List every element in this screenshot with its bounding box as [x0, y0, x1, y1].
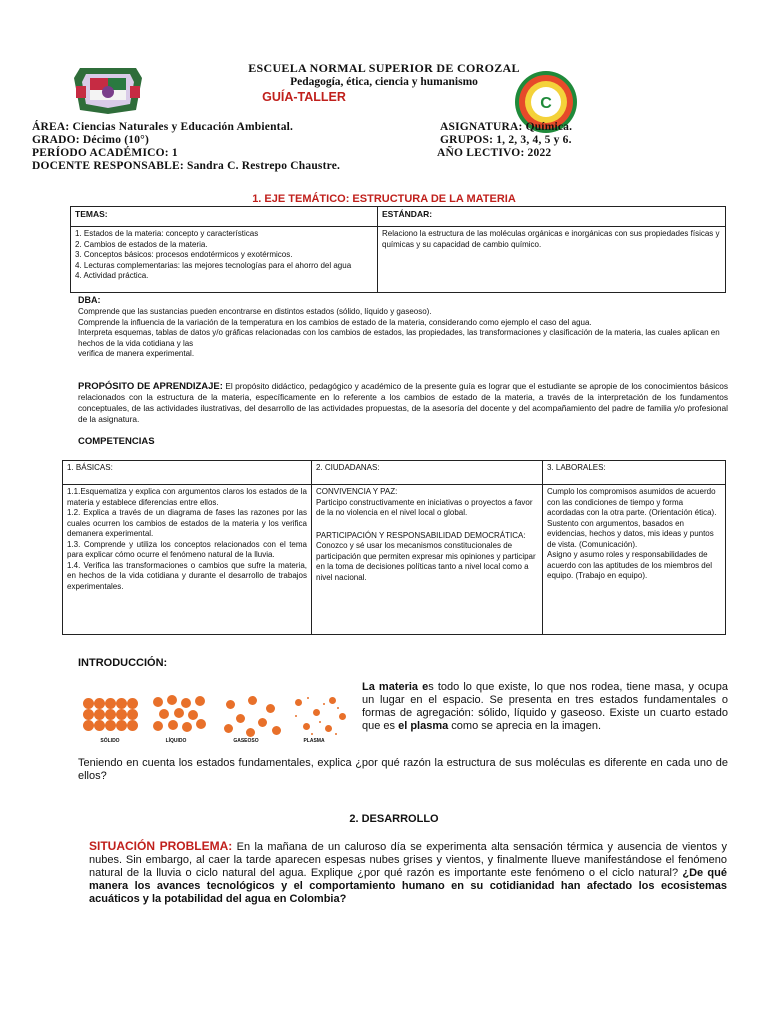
proposito: [78, 381, 728, 425]
intro-text-1: s todo lo que existe, lo que nos rodea, tiene masa, y ocupa un lugar en el espacio. Se presenta en tres estados fundamentales o formas de agregación: sólido, líquido y gaseoso. Existe un cuarto estado que es: [362, 681, 728, 732]
ciudadana-heading: CONVIVENCIA Y PAZ:: [316, 487, 398, 496]
dba-line: verifica de manera experimental.: [78, 349, 195, 358]
gas-particle: [224, 724, 233, 733]
liquid-particle: [188, 710, 198, 720]
situacion-label: SITUACIÓN PROBLEMA:: [89, 839, 233, 853]
situacion-text: En la mañana de un caluroso día se experimenta alta sensación térmica y ausencia de vientos y nubes. Sin embargo, al caer la tarde aparecen espesas nubes grises y vientos, y finalmente llueve manifestándose el fenómeno natural de la lluvia o ciclo natural del agua. Explique ¿por qué razón es importante este fenómeno o el ciclo natural?: [89, 841, 727, 879]
plasma-particle: [313, 709, 320, 716]
intro-paragraph: [362, 681, 728, 733]
svg-text:C: C: [540, 95, 552, 112]
liquid-particle: [159, 709, 169, 719]
basica-item: 1.2. Explica a través de un diagrama de fases las razones por las cuales ocurren los cambios de estados de la materia y los verifica demanera experimental.: [67, 508, 307, 538]
tema-item: 4. Actividad práctica.: [75, 271, 149, 280]
liquid-particle: [153, 697, 163, 707]
estandar-header: ESTÁNDAR:: [378, 207, 726, 227]
liquid-particle: [167, 695, 177, 705]
state-label-gaseoso: GASEOSO: [233, 738, 259, 744]
school-motto: Pedagogía, ética, ciencia y humanismo: [290, 76, 478, 88]
situacion-question: ¿De qué manera los avances tecnológicos y el comportamiento humano en su cotidianidad han afectado los ecosistemas acuáticos y la potabilidad del agua en Colombia?: [89, 867, 727, 905]
solid-particle: [127, 698, 138, 709]
anio-lectivo: AÑO LECTIVO: 2022: [437, 147, 552, 159]
basicas-cell: [63, 485, 312, 635]
plasma-ion: [335, 733, 338, 736]
solid-particle: [83, 709, 94, 720]
temas-header: TEMAS:: [71, 207, 378, 227]
plasma-ion: [307, 697, 310, 700]
proposito-label: PROPÓSITO DE APRENDIZAJE:: [78, 381, 223, 392]
liquid-particle: [181, 698, 191, 708]
solid-particle: [83, 698, 94, 709]
liquid-particle: [153, 721, 163, 731]
ciudadana-text: Conozco y sé usar los mecanismos constitucionales de participación que permiten expresar mis opiniones y participar en la toma de decisiones políticas tanto a nivel local como a nivel nacional.: [316, 541, 536, 582]
gas-particle: [236, 714, 245, 723]
temas-cell: [71, 227, 378, 293]
solid-particle: [105, 720, 116, 731]
asignatura: ASIGNATURA: Química.: [440, 121, 573, 133]
laboral-item: Cumplo los compromisos asumidos de acuerdo con las condiciones de tiempo y forma acordadas con la otra parte. (Orientación ética).: [547, 487, 717, 517]
states-of-matter-image: [80, 690, 350, 746]
plasma-particle: [295, 699, 302, 706]
plasma-particle: [339, 713, 346, 720]
plasma-ion: [323, 703, 326, 706]
intro-question: Teniendo en cuenta los estados fundamentales, explica ¿por qué razón la estructura de sus moléculas es diferente en cada uno de ellos?: [78, 757, 728, 782]
area: ÁREA: Ciencias Naturales y Educación Ambiental.: [32, 121, 294, 133]
state-label-solido: SÓLIDO: [100, 738, 120, 744]
gas-particle: [258, 718, 267, 727]
solid-particle: [94, 698, 105, 709]
desarrollo-title: 2. DESARROLLO: [349, 813, 439, 825]
introduccion-title: INTRODUCCIÓN:: [78, 657, 168, 669]
eje-table: [70, 206, 726, 293]
solid-particle: [94, 709, 105, 720]
docente: DOCENTE RESPONSABLE: Sandra C. Restrepo Chaustre.: [32, 160, 341, 172]
eje-title: 1. EJE TEMÁTICO: ESTRUCTURA DE LA MATERIA: [252, 193, 516, 205]
basica-item: 1.4. Verifica las transformaciones o cambios que sufre la materia, en hechos de la vida cotidiana y durante el desarrollo de trabajos experimentales.: [67, 560, 307, 591]
intro-text-2: como se aprecia en la imagen.: [448, 720, 602, 732]
tema-item: 2. Cambios de estados de la materia.: [75, 239, 208, 249]
solid-particle: [127, 720, 138, 731]
plasma-ion: [319, 721, 322, 724]
liquid-particle: [182, 722, 192, 732]
situacion-problema: [89, 840, 727, 906]
competencias-title: COMPETENCIAS: [78, 436, 155, 447]
grado: GRADO: Décimo (10°): [32, 134, 149, 146]
plasma-ion: [337, 707, 340, 710]
liquid-particle: [168, 720, 178, 730]
solid-particle: [127, 709, 138, 720]
laboral-item: Asigno y asumo roles y responsabilidades de acuerdo con las aptitudes de los miembros del equipo. (Trabajo en equipo).: [547, 550, 712, 580]
state-label-liquido: LÍQUIDO: [165, 738, 187, 744]
gas-particle: [226, 700, 235, 709]
plasma-ion: [295, 715, 298, 718]
solid-particle: [116, 698, 127, 709]
ciudadanas-header: 2. CIUDADANAS:: [312, 461, 543, 485]
estandar-cell: Relaciono la estructura de las moléculas orgánicas e inorgánicas con sus propiedades físicas y químicas y su capacidad de cambio químico.: [378, 227, 726, 293]
plasma-particle: [303, 723, 310, 730]
basica-item: 1.3. Comprende y utiliza los conceptos relacionados con el tema para explicar cómo ocurre el fenómeno natural de la lluvia.: [67, 539, 307, 559]
dba-line: Comprende que las sustancias pueden encontrarse en distintos estados (sólido, líquido y gaseoso).: [78, 307, 432, 316]
ciudadana-text: Participo constructivamente en iniciativas o proyectos a favor de la no violencia en el nivel local o global.: [316, 497, 533, 517]
proposito-text: El propósito didáctico, pedagógico y académico de la presente guía es lograr que el estudiante se apropie de los conocimientos básicos relacionados con la estructura de la materia, específicamente en lo referente a los cambios de estado de la materia, a través de la interpretación de los fundamentos conceptuales, de las actividades ilustrativas, del desarrollo de las actividades propuestas, de la asesoría del docente y del acompañamiento del padre de familia y/o profesional de la asignatura.: [78, 381, 728, 424]
tema-item: 3. Conceptos básicos: procesos endotérmicos y exotérmicos.: [75, 250, 293, 259]
dba-list: [78, 307, 726, 360]
gas-particle: [246, 728, 255, 737]
gas-particle: [272, 726, 281, 735]
ciudadana-heading: PARTICIPACIÓN Y RESPONSABILIDAD DEMOCRÁTICA:: [316, 530, 526, 540]
solid-particle: [83, 720, 94, 731]
gas-particle: [266, 704, 275, 713]
solid-particle: [105, 698, 116, 709]
gas-particle: [248, 696, 257, 705]
doc-type: GUÍA-TALLER: [262, 90, 346, 104]
tema-item: 1. Estados de la materia: concepto y características: [75, 229, 259, 238]
laborales-cell: [543, 485, 726, 635]
intro-bold-1: La materia e: [362, 681, 429, 693]
dba-title: DBA:: [78, 295, 101, 305]
liquid-particle: [196, 719, 206, 729]
basicas-header: 1. BÁSICAS:: [63, 461, 312, 485]
solid-particle: [116, 720, 127, 731]
competencias-table: [62, 460, 726, 635]
laboral-item: Sustento con argumentos, basados en evidencias, hechos y datos, mis ideas y puntos de vista. (Comunicación).: [547, 518, 714, 549]
grupos: GRUPOS: 1, 2, 3, 4, 5 y 6.: [440, 134, 572, 146]
dba-line: Interpreta esquemas, tablas de datos y/o gráficas relacionadas con los cambios de estados, las propiedades, las transformaciones y clasificación de la materia, las cuales aplican en hechos de la vida cotidiana y las: [78, 328, 720, 348]
liquid-particle: [174, 708, 184, 718]
periodo: PERÍODO ACADÉMICO: 1: [32, 147, 178, 159]
basica-item: 1.1.Esquematiza y explica con argumentos claros los estados de la materia y establece diferencias entre ellos.: [67, 487, 307, 507]
ciudadanas-cell: [312, 485, 543, 635]
school-name: ESCUELA NORMAL SUPERIOR DE COROZAL: [248, 61, 520, 75]
solid-particle: [116, 709, 127, 720]
intro-bold-2: el plasma: [398, 720, 449, 732]
tema-item: 4. Lecturas complementarias: las mejores tecnologías para el ahorro del agua: [75, 260, 352, 270]
solid-particle: [94, 720, 105, 731]
dba-line: Comprende la influencia de la variación de la temperatura en los cambios de estado de la materia, considerando como ejemplo el caso del agua.: [78, 317, 592, 327]
state-label-plasma: PLASMA: [303, 738, 325, 744]
liquid-particle: [195, 696, 205, 706]
solid-particle: [105, 709, 116, 720]
plasma-ion: [311, 733, 314, 736]
plasma-particle: [329, 697, 336, 704]
laborales-header: 3. LABORALES:: [543, 461, 726, 485]
plasma-particle: [325, 725, 332, 732]
